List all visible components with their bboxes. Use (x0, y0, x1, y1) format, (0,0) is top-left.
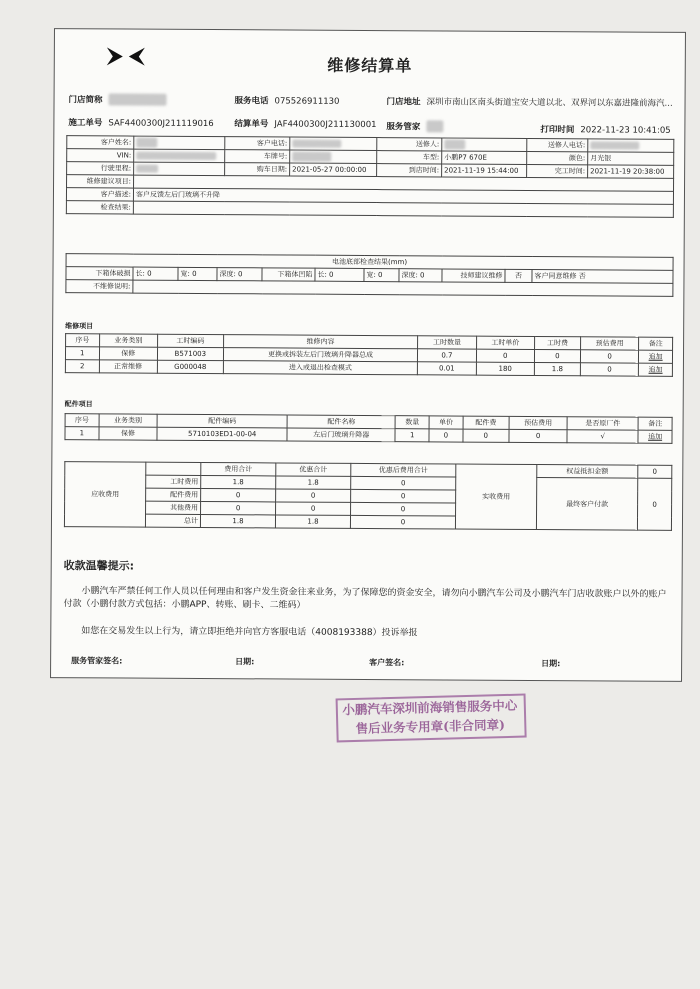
table-cell: √ (567, 430, 638, 443)
column-header: 工时数量 (418, 336, 476, 349)
table-cell: 0.01 (418, 362, 476, 375)
customer-info-table: 客户姓名: 客户电话: 送修人: 送修人电话: VIN: 车牌号: 车型: 小鹏P7 670E 颜色: 月光银 行驶里程: 购车日期: 2021-05-27 00:00:00 到店时间: 2021-11-19 15:44:00 完工时间: 2021-11-19 20:38:00 维修建议项目: 客户描述: 客户反馈左后门玻璃不升降 检查结果: (66, 135, 674, 218)
table-cell: 0 (463, 429, 509, 442)
table-cell: 0 (429, 429, 463, 442)
payment-tips-title: 收款温馨提示: (63, 559, 135, 573)
column-header: 业务类别 (99, 414, 158, 427)
table-cell: 更换或拆装左后门玻璃升降器总成 (223, 348, 418, 362)
service-manager-field: 服务管家 (386, 120, 443, 132)
address-field: 门店地址 深圳市南山区南头街道宝安大道以北、双界河以东嘉进隆前海汽... (386, 97, 673, 109)
column-header: 备注 (638, 417, 672, 430)
add-remark-link[interactable]: 追加 (638, 430, 672, 443)
table-cell: 进入或退出检查模式 (223, 361, 418, 375)
parts-section-title: 配件项目 (64, 400, 93, 409)
fee-summary-table: 应收费用 费用合计 优惠合计 优惠后费用合计 实收费用 权益抵扣金额 0 工时费用 1.8 1.8 0 最终客户付款 0 配件费用 0 0 0 其他费用 0 0 0 总计 1.8 1.8 0 (64, 461, 672, 531)
table-cell: 5710103ED1-00-04 (157, 427, 287, 441)
table-cell: 0 (509, 429, 568, 442)
add-remark-link[interactable]: 追加 (639, 363, 673, 376)
phone-field: 服务电话 075526911130 (234, 96, 340, 107)
column-header: 业务类别 (99, 334, 157, 347)
column-header: 预估费用 (580, 337, 638, 350)
table-cell: 0 (580, 363, 638, 376)
column-header: 数量 (395, 416, 429, 429)
table-cell: 保修 (99, 427, 158, 440)
payment-tips-paragraph-1: 小鹏汽车严禁任何工作人员以任何理由和客户发生资金往来业务，为了保障您的资金安全，请勿向小鹏汽车公司及小鹏汽车门店收款账户以外的账户付款（小鹏付款方式包括：小鹏APP、转账、刷卡、二维码） (63, 586, 667, 611)
column-header: 备注 (639, 337, 673, 350)
column-header: 配件名称 (287, 415, 395, 429)
column-header: 工时费 (534, 337, 580, 350)
table-cell: 左后门玻璃升降器 (287, 428, 395, 442)
table-cell: 1 (65, 347, 99, 360)
work-order-field: 施工单号 SAF4400300J211119016 (68, 118, 214, 130)
labor-section-title: 维修项目 (65, 322, 94, 331)
manager-signature-label: 服务管家签名: (71, 656, 123, 666)
table-cell: G000048 (157, 360, 223, 373)
page-title: 维修结算单 (327, 55, 413, 76)
table-cell: B571003 (157, 347, 223, 360)
labor-items-table (65, 333, 673, 377)
print-time-field: 打印时间 2022-11-23 10:41:05 (540, 125, 671, 136)
manager-date-label: 日期: (235, 657, 255, 667)
add-remark-link[interactable]: 追加 (639, 350, 673, 363)
table-row (65, 360, 672, 377)
column-header: 序号 (66, 334, 100, 347)
table-cell: 0 (476, 349, 534, 362)
table-cell: 0.7 (418, 349, 476, 362)
column-header: 工时单价 (476, 336, 534, 349)
customer-date-label: 日期: (541, 659, 561, 669)
table-cell: 正常维修 (99, 360, 157, 373)
payment-tips-paragraph-2: 如您在交易发生以上行为，请立即拒绝并向官方客服电话（4008193388）投诉举报 (81, 626, 418, 639)
table-cell: 1 (395, 429, 429, 442)
parts-items-table (64, 413, 672, 444)
column-header: 序号 (65, 414, 99, 427)
table-cell: 保修 (99, 347, 157, 360)
table-row (65, 427, 672, 444)
settlement-sheet (50, 28, 686, 682)
column-header: 维修内容 (223, 335, 418, 349)
column-header: 单价 (429, 416, 463, 429)
table-cell: 0 (580, 350, 638, 363)
column-header: 是否原厂件 (567, 417, 638, 430)
column-header: 配件编码 (157, 414, 287, 428)
table-cell: 1.8 (534, 363, 580, 376)
table-cell: 2 (65, 360, 99, 373)
settlement-no-field: 结算单号 JAF4400300J211130001 (234, 119, 377, 131)
customer-signature-label: 客户签名: (369, 658, 405, 668)
battery-check-table: 电池底部检查结果(mm) 下箱体破损 长: 0 宽: 0 深度: 0 下箱体凹陷 长: 0 宽: 0 深度: 0 技师建议维修 否 客户同意维修 否 不维修说明: (65, 253, 673, 297)
table-cell: 1 (65, 427, 99, 440)
table-cell: 180 (476, 362, 534, 375)
column-header: 预估费用 (509, 416, 568, 429)
table-cell: 0 (534, 350, 580, 363)
column-header: 配件费 (463, 416, 509, 429)
column-header: 工时编码 (157, 334, 223, 347)
store-field: 门店简称 (69, 93, 167, 106)
company-seal-stamp: 小鹏汽车深圳前海销售服务中心 售后业务专用章(非合同章) (329, 681, 531, 746)
